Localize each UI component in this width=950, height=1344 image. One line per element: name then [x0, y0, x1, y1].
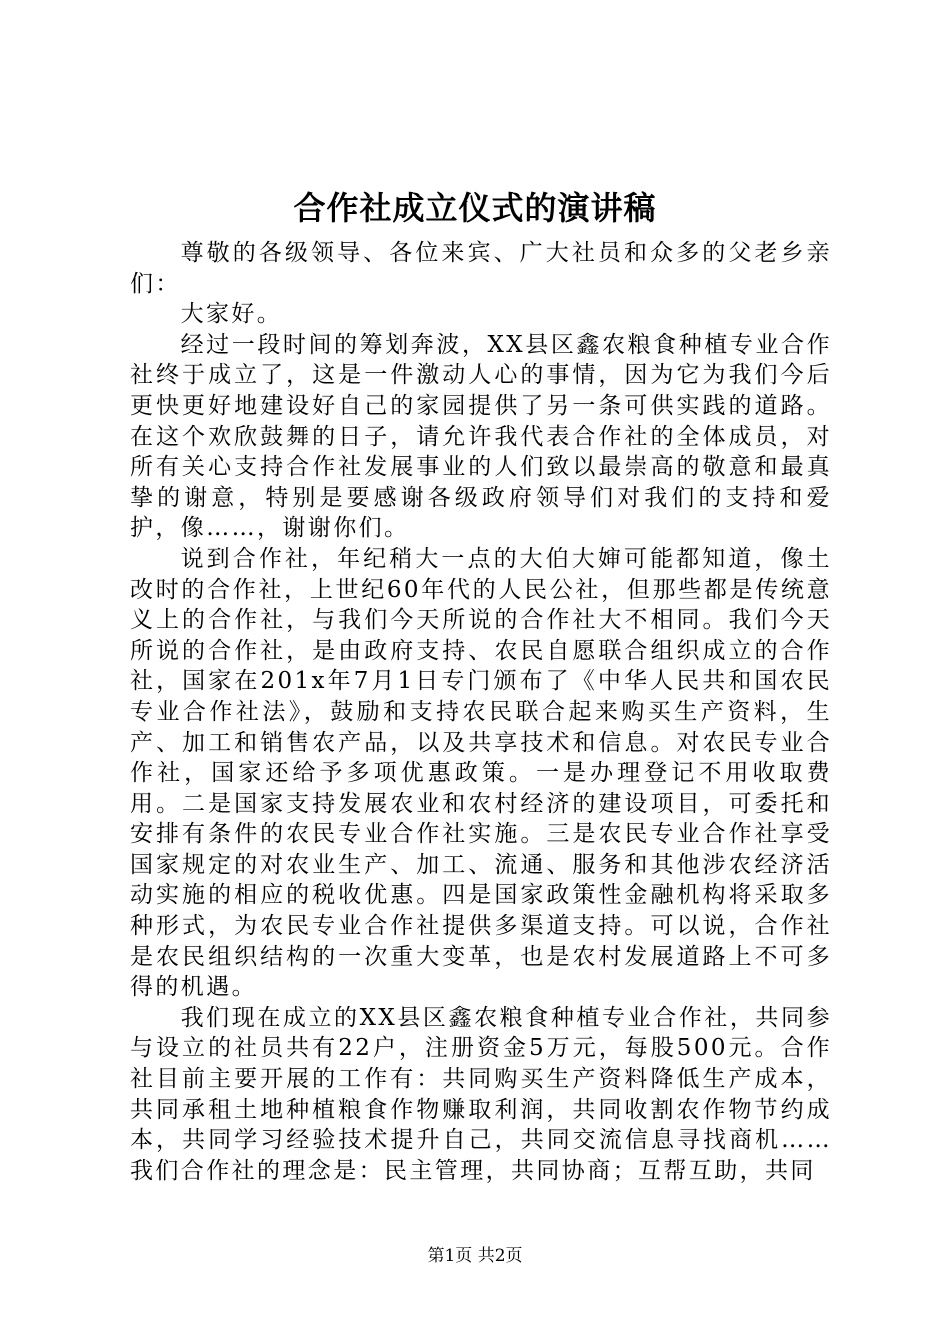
paragraph-cooperative-policy: 说到合作社，年纪稍大一点的大伯大婶可能都知道，像土改时的合作社，上世纪60年代的人民公社，但那些都是传统意义上的合作社，与我们今天所说的合作社大不相同。我们今天所说的合作社，是由政府支持、农民自愿联合组织成立的合作社，国家在201x年7月1日专门颁布了《中华人民共和国农民专业合作社法》，鼓励和支持农民联合起来购买生产资料，生产、加工和销售农产品，以及共享技术和信息。对农民专业合作社，国家还给予多项优惠政策。一是办理登记不用收取费用。二是国家支持发展农业和农村经济的建设项目，可委托和安排有条件的农民专业合作社实施。三是农民专业合作社享受国家规定的对农业生产、加工、流通、服务和其他涉农经济活动实施的相应的税收优惠。四是国家政策性金融机构将采取多种形式，为农民专业合作社提供多渠道支持。可以说，合作社是农民组织结构的一次重大变革，也是农村发展道路上不可多得的机遇。: [130, 545, 832, 1001]
paragraph-founding: 经过一段时间的筹划奔波，XX县区鑫农粮食种植专业合作社终于成立了，这是一件激动人心的事情，因为它为我们今后更快更好地建设好自己的家园提供了另一条可供实践的道路。在这个欢欣鼓舞的日子，请允许我代表合作社的全体成员，对所有关心支持合作社发展事业的人们致以最崇高的敬意和最真挚的谢意，特别是要感谢各级政府领导们对我们的支持和爱护，像……，谢谢你们。: [130, 331, 832, 542]
document-title: 合作社成立仪式的演讲稿: [293, 189, 657, 227]
paragraph-salutation: 尊敬的各级领导、各位来宾、广大社员和众多的父老乡亲们：: [130, 240, 832, 297]
page-footer: 第1页 共2页: [427, 1246, 523, 1266]
paragraph-cooperative-details: 我们现在成立的XX县区鑫农粮食种植专业合作社，共同参与设立的社员共有22户，注册资金5万元，每股500元。合作社目前主要开展的工作有：共同购买生产资料降低生产成本，共同承租土地种植粮食作物赚取利润，共同收割农作物节约成本，共同学习经验技术提升自己，共同交流信息寻找商机……我们合作社的理念是：民主管理，共同协商；互帮互助，共同: [130, 1004, 832, 1184]
paragraph-greeting: 大家好。: [180, 301, 283, 328]
document-body: [130, 238, 832, 1186]
